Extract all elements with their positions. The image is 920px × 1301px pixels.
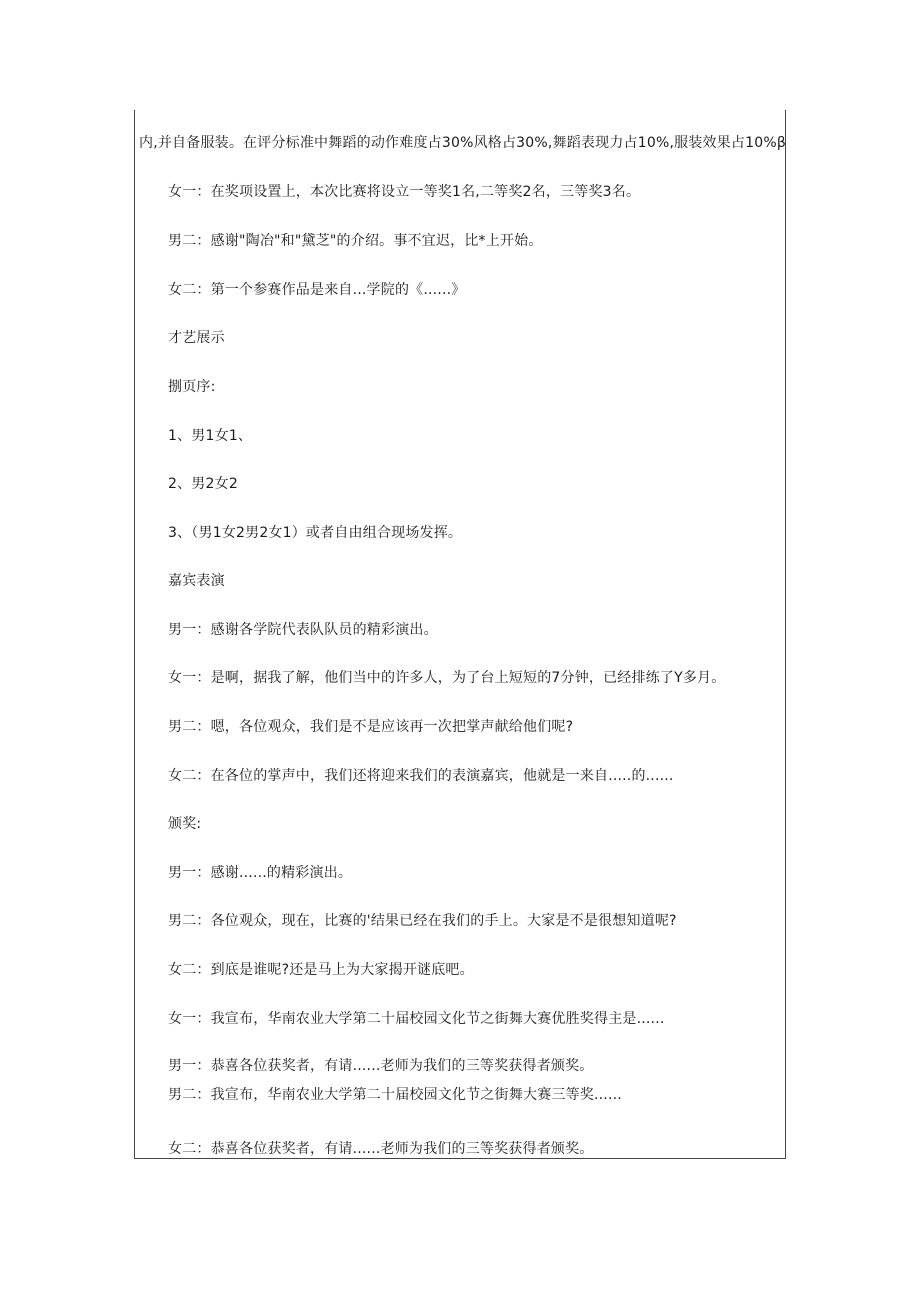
paragraph-excellence-award: 女一：我宣布，华南农业大学第二十届校园文化节之街舞大赛优胜奖得主是......: [168, 1011, 665, 1027]
list-item-2: 2、男2女2: [168, 476, 238, 492]
paragraph-rehearsal: 女一：是啊，据我了解，他们当中的许多人，为了台上短短的7分钟，已经排练了Y多月。: [168, 670, 726, 686]
section-heading-awards: 颁奖:: [168, 816, 202, 832]
list-item-3: 3、（男1女2男2女1）或者自由组合现场发挥。: [168, 525, 463, 541]
paragraph-reveal: 女二：到底是谁呢?还是马上为大家揭开谜底吧。: [168, 962, 474, 978]
paragraph-awards-setup: 女一：在奖项设置上，本次比赛将设立一等奖1名,二等奖2名，三等奖3名。: [168, 184, 641, 200]
paragraph-congrats-1: 男一：恭喜各位获奖者，有请......老师为我们的三等奖获得者颁奖。: [168, 1058, 594, 1074]
paragraph-intro-thanks: 男二：感谢"陶冶"和"黛芝"的介绍。事不宜迟，比*上开始。: [168, 233, 543, 249]
paragraph-scoring-criteria: 内,并自备服装。在评分标准中舞蹈的动作难度占30%风格占30%,舞蹈表现力占10%,服装效果占10%β: [139, 135, 786, 151]
paragraph-guest-intro: 女二：在各位的掌声中，我们还将迎来我们的表演嘉宾，他就是一来自.....的......: [168, 768, 674, 784]
section-heading-guest-performance: 嘉宾表演: [168, 573, 225, 589]
paragraph-thanks-performance: 男一：感谢......的精彩演出。: [168, 865, 353, 881]
paragraph-first-entry: 女二：第一个参赛作品是来自...学院的《......》: [168, 282, 466, 298]
paragraph-applause: 男二：嗯，各位观众，我们是不是应该再一次把掌声献给他们呢?: [168, 719, 574, 735]
paragraph-thanks-teams: 男一：感谢各学院代表队队员的精彩演出。: [168, 622, 438, 638]
paragraph-results-ready: 男二：各位观众，现在，比赛的'结果已经在我们的手上。大家是不是很想知道呢?: [168, 913, 677, 929]
paragraph-third-prize: 男二：我宣布，华南农业大学第二十届校园文化节之街舞大赛三等奖......: [168, 1087, 622, 1103]
section-heading-talent-show: 才艺展示: [168, 330, 225, 346]
list-item-1: 1、男1女1、: [168, 428, 253, 444]
section-heading-order: 捌页序:: [168, 379, 216, 395]
paragraph-congrats-2: 女二：恭喜各位获奖者，有请......老师为我们的三等奖获得者颁奖。: [168, 1141, 594, 1157]
